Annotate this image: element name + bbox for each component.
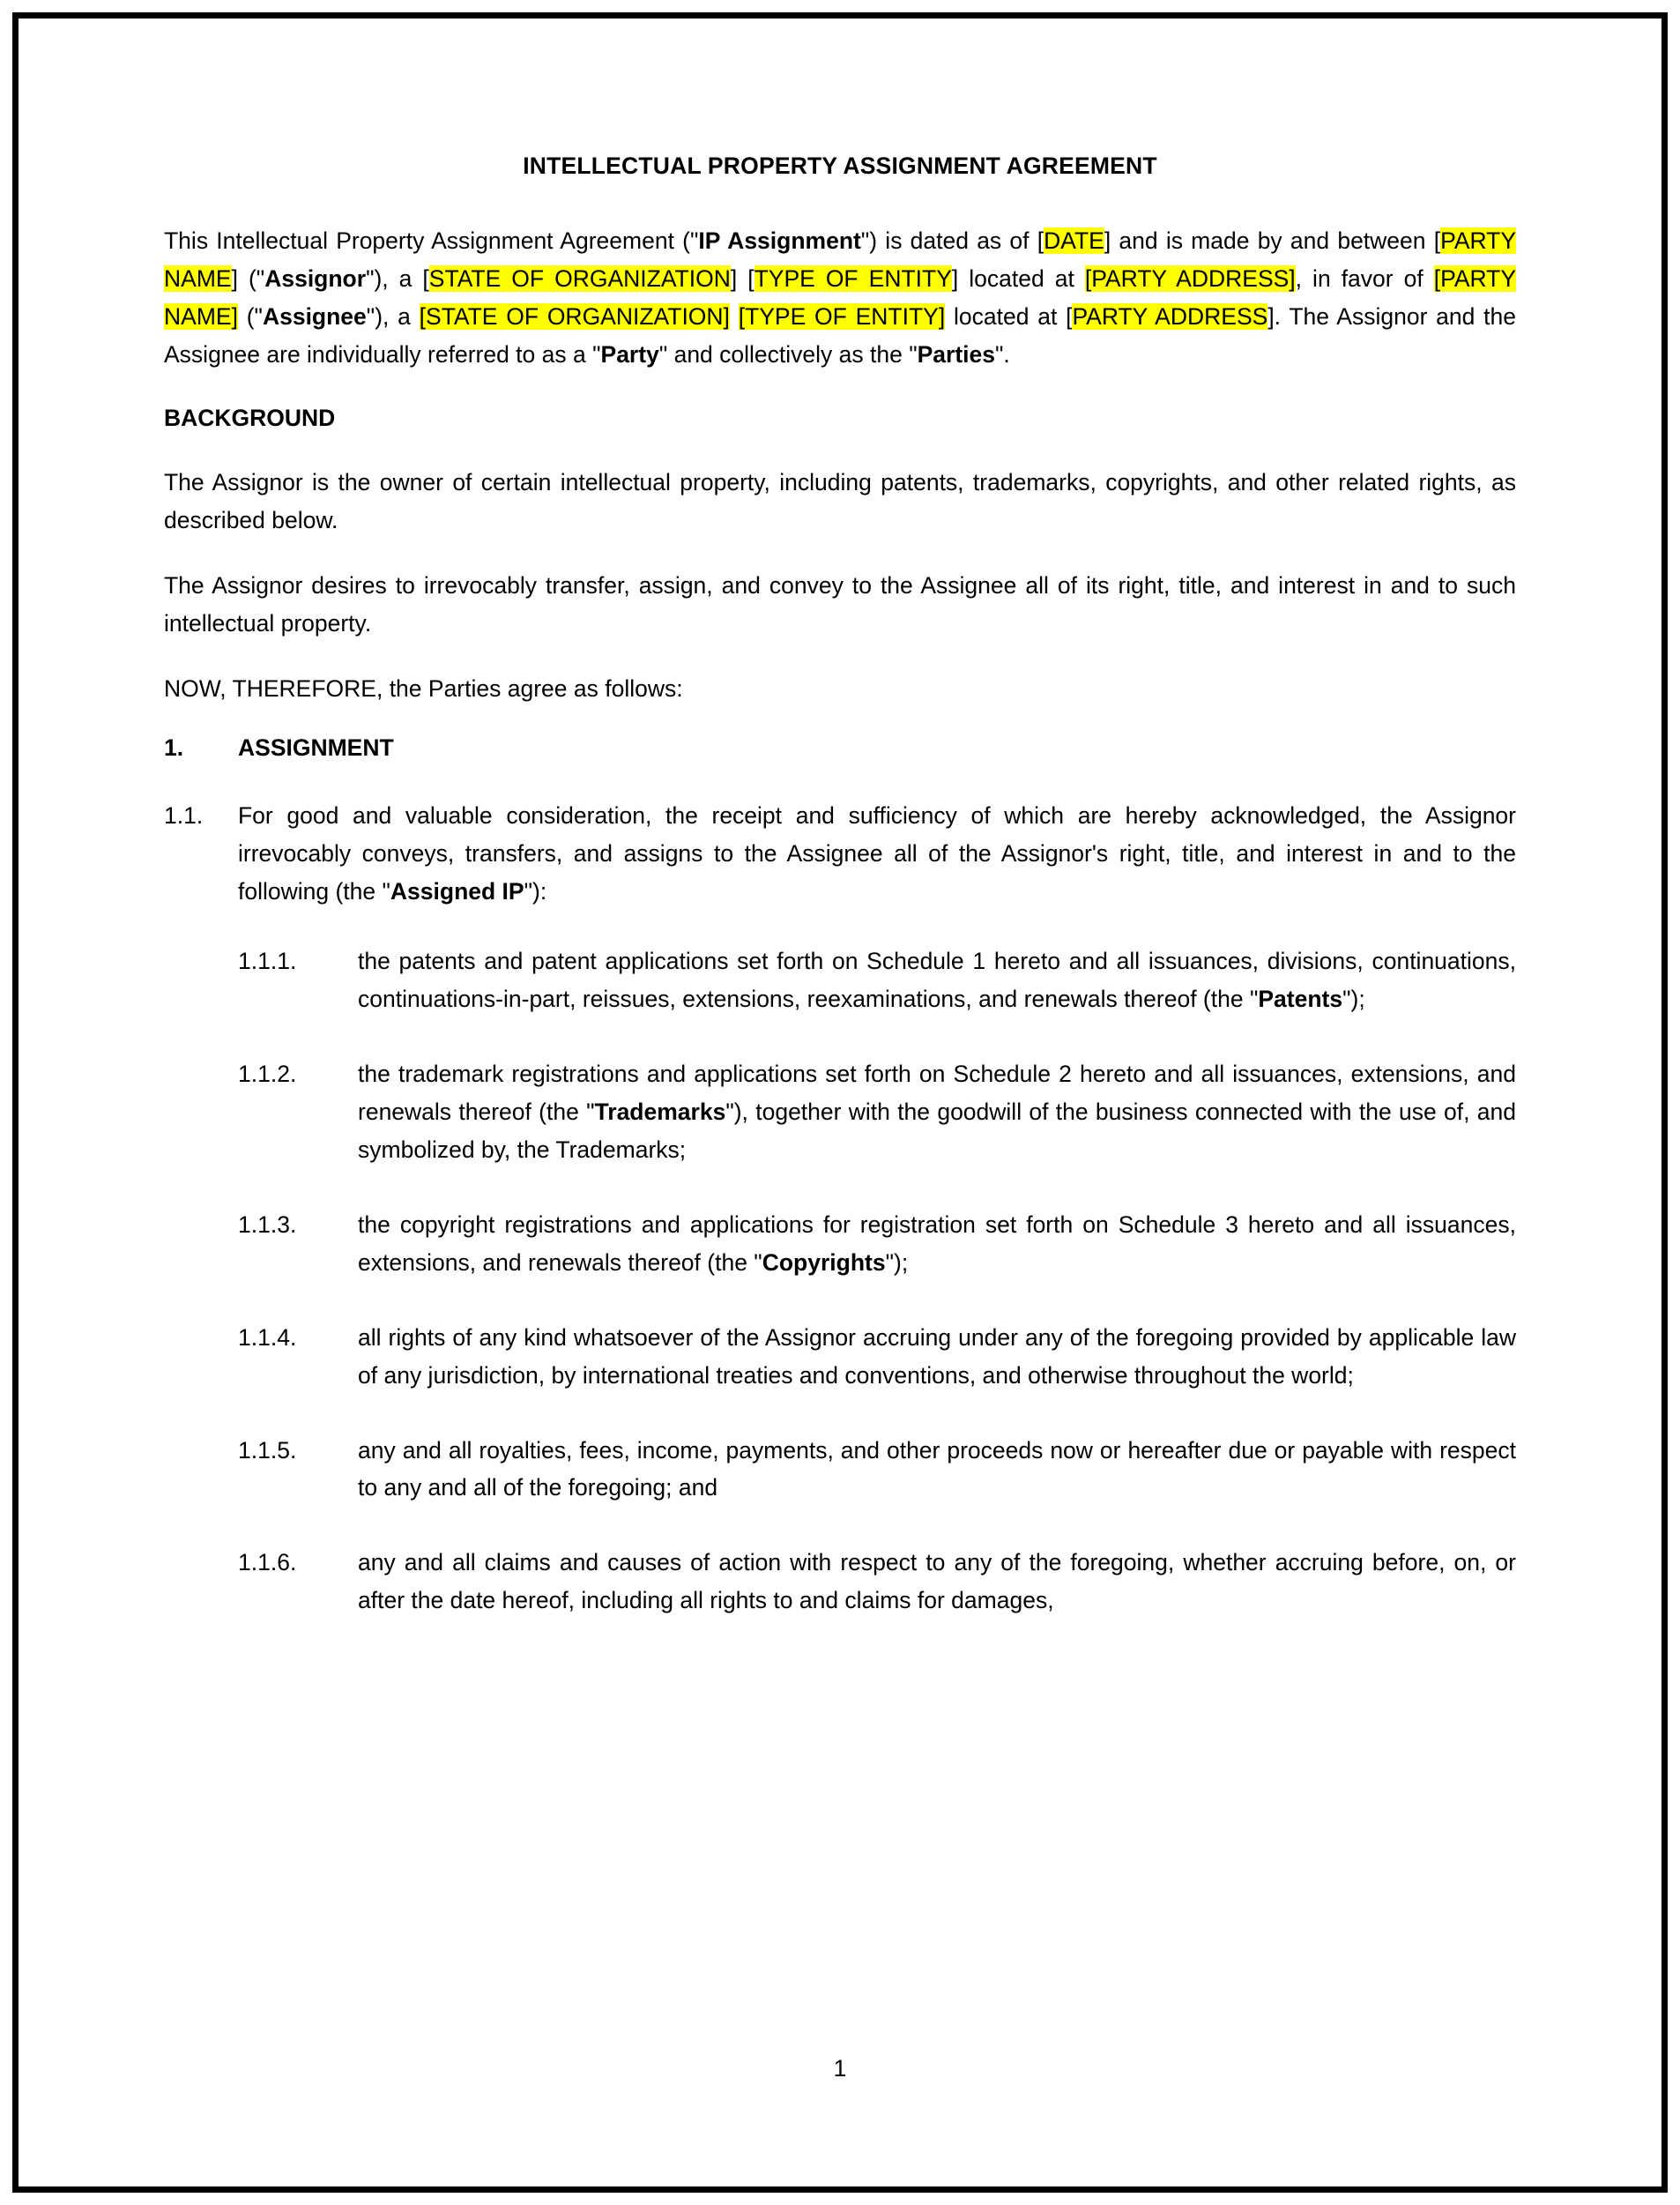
defined-term-assigned-ip: Assigned IP [390, 878, 524, 905]
section-1-title: ASSIGNMENT [238, 734, 394, 762]
clause-1-1-1-number: 1.1.1. [238, 948, 297, 975]
defined-term-trademarks: Trademarks [594, 1099, 726, 1126]
clause-1-1-2-number: 1.1.2. [238, 1061, 297, 1088]
preamble-text-12: located at [ [945, 303, 1073, 331]
clause-1-1-6-body: any and all claims and causes of action with respect to any of the foregoing, whether accruing before, on, or after the date hereof, including all rights to and claims for damages, [358, 1549, 1516, 1614]
defined-term-assignee: Assignee [262, 303, 367, 331]
preamble-text-14: " and collectively as the " [658, 341, 918, 369]
clause-1-1-3-number: 1.1.3. [238, 1211, 297, 1238]
placeholder-party-address-1: [PARTY ADDRESS] [1084, 265, 1296, 293]
preamble-text-9: (" [237, 303, 263, 331]
placeholder-date: DATE [1044, 227, 1104, 255]
section-1-number: 1. [164, 734, 184, 762]
page-content [19, 19, 1661, 2186]
clause-1-1-4-body: all rights of any kind whatsoever of the Assignor accruing under any of the foregoing provided by applicable law of any jurisdiction, by international treaties and conventions, and otherwise throughout the world; [358, 1323, 1516, 1389]
clause-1-1-3-text-1: the copyright registrations and applications for registration set forth on Schedule 3 hereto and all issuances, extensions, and renewals thereof (the " [358, 1211, 1516, 1276]
clause-1-1-number: 1.1. [164, 802, 204, 830]
preamble-text-8: , in favor of [1295, 265, 1434, 293]
page-number: 1 [833, 2055, 847, 2082]
clause-1-1 [164, 797, 1516, 911]
background-paragraph-3: NOW, THEREFORE, the Parties agree as follows: [164, 674, 683, 702]
clause-1-1-text-1: For good and valuable consideration, the receipt and sufficiency of which are hereby acknowledged, the Assignor irrevocably conveys, transfers, and assigns to the Assignee all of the Assignor's right, title, and interest in and to the following (the " [238, 802, 1516, 905]
page-title: INTELLECTUAL PROPERTY ASSIGNMENT AGREEMENT [523, 153, 1157, 179]
clause-1-1-1-body [358, 942, 1516, 1018]
clause-1-1-2-text-2: "), together with the goodwill of the business connected with the use of, and symbolized by, the Trademarks; [358, 1099, 1516, 1163]
preamble-text-5: "), a [ [366, 265, 429, 293]
preamble-text-13: ]. The Assignor and the Assignee are individually referred to as a " [164, 303, 1516, 369]
defined-term-ip-assignment: IP Assignment [698, 227, 861, 255]
section-1-heading [164, 734, 1516, 762]
clause-1-1-2-text-1: the trademark registrations and applications set forth on Schedule 2 hereto and all issuances, extensions, and renewals thereof (the " [358, 1061, 1516, 1126]
preamble-text-2: ") is dated as of [ [860, 227, 1044, 255]
clause-1-1-2 [164, 1055, 1516, 1169]
clause-1-1-3-body [358, 1206, 1516, 1282]
preamble-text-7: ] located at [951, 265, 1085, 293]
clause-1-1-4-number: 1.1.4. [238, 1323, 297, 1351]
background-paragraph-1: The Assignor is the owner of certain intellectual property, including patents, trademarks, copyrights, and other related rights, as described below. [164, 468, 1516, 533]
background-heading: BACKGROUND [164, 405, 336, 432]
preamble-text-15: ". [995, 341, 1010, 369]
preamble-text-1: This Intellectual Property Assignment Agreement (" [164, 227, 699, 255]
preamble-text-4: ] (" [231, 265, 265, 293]
clause-1-1-2-body [358, 1055, 1516, 1169]
placeholder-party-address-2: PARTY ADDRESS [1072, 303, 1268, 331]
defined-term-assignor: Assignor [264, 265, 367, 293]
placeholder-state-of-organization-2: [STATE OF ORGANIZATION] [419, 303, 730, 331]
preamble-paragraph [164, 222, 1516, 374]
defined-term-patents: Patents [1258, 986, 1343, 1013]
clause-1-1-1-text-2: "); [1342, 986, 1365, 1013]
clause-1-1-6-number: 1.1.6. [238, 1549, 297, 1576]
clause-1-1-1-text-1: the patents and patent applications set forth on Schedule 1 hereto and all issuances, divisions, continuations, continuations-in-part, reissues, extensions, reexaminations, and renewals thereof (the " [358, 948, 1516, 1013]
preamble-text-10: "), a [366, 303, 420, 331]
defined-term-copyrights: Copyrights [762, 1248, 886, 1276]
placeholder-type-of-entity-1: TYPE OF ENTITY [754, 265, 952, 293]
clause-1-1-body [238, 797, 1516, 911]
clause-1-1-5 [164, 1432, 1516, 1508]
clause-1-1-5-body: any and all royalties, fees, income, payments, and other proceeds now or hereafter due or payable with respect to any and all of the foregoing; and [358, 1436, 1516, 1501]
defined-term-party: Party [600, 341, 659, 369]
clause-1-1-5-number: 1.1.5. [238, 1436, 297, 1464]
clause-1-1-1 [164, 942, 1516, 1018]
placeholder-party-name-2: [PARTY NAME] [164, 265, 1517, 331]
background-paragraph-2: The Assignor desires to irrevocably transfer, assign, and convey to the Assignee all of its right, title, and interest in and to such intellectual property. [164, 571, 1516, 637]
clause-1-1-4 [164, 1319, 1516, 1395]
clause-1-1-6 [164, 1544, 1516, 1620]
clause-1-1-text-2: "): [524, 878, 547, 905]
preamble-text-6: ] [ [730, 265, 755, 293]
placeholder-state-of-organization-1: STATE OF ORGANIZATION [428, 265, 731, 293]
placeholder-party-name-1: PARTY NAME [164, 227, 1517, 293]
clause-1-1-3-text-2: "); [885, 1248, 909, 1276]
placeholder-type-of-entity-2: [TYPE OF ENTITY] [738, 303, 946, 331]
preamble-text-11 [730, 303, 739, 330]
clause-1-1-3 [164, 1206, 1516, 1282]
defined-term-parties: Parties [917, 341, 995, 369]
preamble-text-3: ] and is made by and between [ [1104, 227, 1441, 255]
